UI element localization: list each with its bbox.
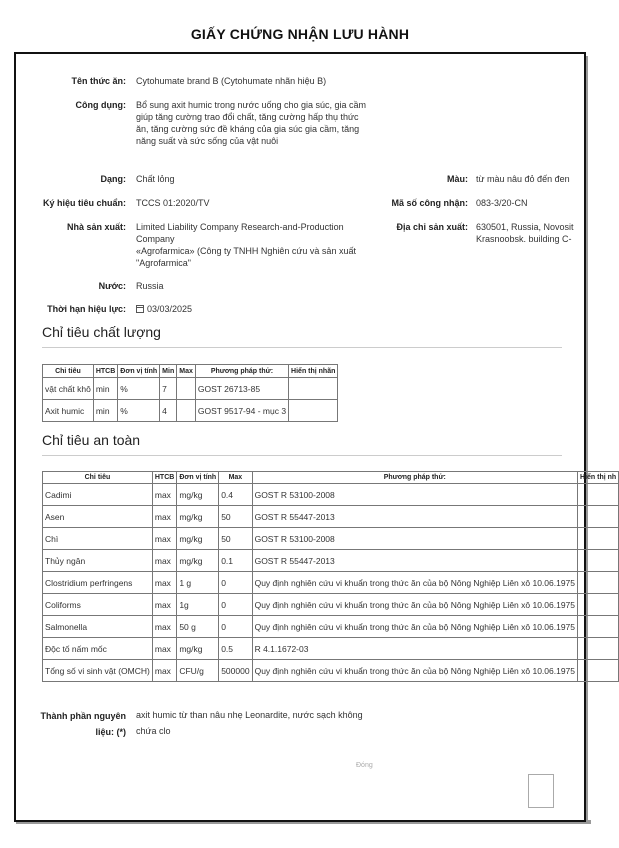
calendar-icon <box>136 305 144 313</box>
table-cell <box>177 400 196 422</box>
label-nuoc: Nước: <box>98 281 126 291</box>
quality-col-header: Phương pháp thử: <box>195 365 288 378</box>
close-button[interactable]: Đóng <box>356 762 373 769</box>
document-title: GIẤY CHỨNG NHẬN LƯU HÀNH <box>190 26 410 42</box>
safety-col-header: Hiển thị nh <box>578 472 619 484</box>
label-ten-thuc-an: Tên thức ăn: <box>71 76 126 86</box>
safety-header-row <box>43 472 619 484</box>
label-mau: Màu: <box>447 174 468 184</box>
quality-heading: Chỉ tiêu chất lượng <box>42 324 161 340</box>
table-cell: 7 <box>160 378 177 400</box>
table-row <box>43 572 619 594</box>
table-cell: mg/kg <box>177 528 219 550</box>
certificate-content <box>16 54 617 820</box>
quality-col-header: Hiển thị nhãn <box>289 365 338 378</box>
value-ma-so: 083-3/20-CN <box>476 198 528 208</box>
table-cell: mg/kg <box>177 506 219 528</box>
table-row <box>43 594 619 616</box>
table-row <box>43 616 619 638</box>
table-cell: GOST R 55447-2013 <box>252 506 577 528</box>
label-cong-dung: Công dụng: <box>75 100 126 110</box>
table-row <box>43 400 338 422</box>
table-cell: % <box>118 400 160 422</box>
table-cell: max <box>152 594 176 616</box>
certificate-frame <box>14 52 617 822</box>
quality-divider <box>42 347 562 348</box>
table-cell: Chì <box>43 528 153 550</box>
table-cell <box>578 616 619 638</box>
table-cell: max <box>152 550 176 572</box>
label-ma-so: Mã số công nhận: <box>391 198 468 208</box>
table-cell: GOST R 53100-2008 <box>252 528 577 550</box>
table-cell: Quy định nghiên cứu vi khuẩn trong thức ăn của bộ Nông Nghiệp Liên xô 10.06.1975 <box>252 616 577 638</box>
table-cell: max <box>152 660 176 682</box>
table-cell: Asen <box>43 506 153 528</box>
label-dang: Dạng: <box>100 174 126 184</box>
table-cell <box>578 550 619 572</box>
safety-table <box>42 471 619 682</box>
value-thoi-han <box>136 303 192 315</box>
quality-col-header: Min <box>160 365 177 378</box>
table-cell: max <box>152 638 176 660</box>
table-cell: GOST 9517-94 - mục 3 <box>195 400 288 422</box>
table-cell: Cadimi <box>43 484 153 506</box>
safety-col-header: Chỉ tiêu <box>43 472 153 484</box>
table-cell <box>578 660 619 682</box>
value-nuoc: Russia <box>136 281 164 291</box>
label-ky-hieu: Ký hiệu tiêu chuẩn: <box>42 198 126 208</box>
table-cell <box>177 378 196 400</box>
table-cell <box>578 528 619 550</box>
value-ky-hieu: TCCS 01:2020/TV <box>136 198 210 208</box>
table-row <box>43 506 619 528</box>
nha-sx-line: Limited Liability Company Research-and-Production Company <box>136 222 344 244</box>
safety-divider <box>42 455 562 456</box>
value-thanh-phan <box>136 707 363 739</box>
table-cell: Salmonella <box>43 616 153 638</box>
value-nha-san-xuat <box>136 221 376 269</box>
table-cell: min <box>93 400 117 422</box>
dia-chi-line: Krasnoobsk. building C- <box>476 234 572 244</box>
label-thanh-phan <box>16 708 126 740</box>
thanh-phan-label-line: Thành phần nguyên <box>40 711 126 721</box>
table-cell: mg/kg <box>177 550 219 572</box>
table-cell: R 4.1.1672-03 <box>252 638 577 660</box>
quality-col-header: Chỉ tiêu <box>43 365 94 378</box>
table-cell: 4 <box>160 400 177 422</box>
table-cell: 0.1 <box>219 550 252 572</box>
table-row <box>43 378 338 400</box>
table-cell <box>578 638 619 660</box>
table-cell: GOST 26713-85 <box>195 378 288 400</box>
safety-col-header: HTCB <box>152 472 176 484</box>
table-cell: 0.4 <box>219 484 252 506</box>
table-cell: GOST R 55447-2013 <box>252 550 577 572</box>
nha-sx-line: «Agrofarmica» (Công ty TNHH Nghiên cứu và sản xuất <box>136 246 356 256</box>
cong-dung-line: giúp tăng cường trao đổi chất, tăng cường hấp thụ thức <box>136 112 359 122</box>
dia-chi-line: 630501, Russia, Novosit <box>476 222 574 232</box>
table-cell: mg/kg <box>177 638 219 660</box>
value-mau: từ màu nâu đỏ đến đen <box>476 174 570 184</box>
table-cell: Axit humic <box>43 400 94 422</box>
cong-dung-line: Bổ sung axit humic trong nước uống cho gia súc, gia cầm <box>136 100 367 110</box>
quality-col-header: Max <box>177 365 196 378</box>
table-cell: 500000 <box>219 660 252 682</box>
table-cell: min <box>93 378 117 400</box>
table-cell: max <box>152 484 176 506</box>
nha-sx-line: "Agrofarmica" <box>136 258 191 268</box>
quality-header-row <box>43 365 338 378</box>
thoi-han-date: 03/03/2025 <box>147 304 193 314</box>
table-cell: Clostridium perfringens <box>43 572 153 594</box>
table-cell <box>578 572 619 594</box>
cong-dung-line: năng suất và sức sống của vật nuôi <box>136 136 279 146</box>
table-cell: Quy định nghiên cứu vi khuẩn trong thức ăn của bộ Nông Nghiệp Liên xô 10.06.1975 <box>252 594 577 616</box>
table-cell <box>289 378 338 400</box>
table-cell: mg/kg <box>177 484 219 506</box>
table-cell: 1g <box>177 594 219 616</box>
table-cell: max <box>152 572 176 594</box>
table-cell <box>578 484 619 506</box>
quality-col-header: Đơn vị tính <box>118 365 160 378</box>
quality-col-header: HTCB <box>93 365 117 378</box>
table-cell: GOST R 53100-2008 <box>252 484 577 506</box>
table-cell: Quy định nghiên cứu vi khuẩn trong thức ăn của bộ Nông Nghiệp Liên xô 10.06.1975 <box>252 572 577 594</box>
table-cell: 0.5 <box>219 638 252 660</box>
corner-box <box>528 774 554 808</box>
label-thoi-han: Thời hạn hiệu lực: <box>47 304 126 314</box>
table-cell: Tổng số vi sinh vật (OMCH) <box>43 660 153 682</box>
table-cell: max <box>152 528 176 550</box>
value-ten-thuc-an: Cytohumate brand B (Cytohumate nhãn hiệu B) <box>136 76 327 86</box>
table-row <box>43 484 619 506</box>
table-cell: Coliforms <box>43 594 153 616</box>
label-dia-chi: Địa chỉ sản xuất: <box>396 222 468 232</box>
table-cell: 50 g <box>177 616 219 638</box>
value-dia-chi <box>476 221 582 245</box>
safety-col-header: Đơn vị tính <box>177 472 219 484</box>
thanh-phan-label-line: liệu: (*) <box>95 727 126 737</box>
table-cell <box>578 594 619 616</box>
table-cell <box>578 506 619 528</box>
thanh-phan-line: axit humic từ than nâu nhẹ Leonardite, nước sạch không <box>136 710 363 720</box>
safety-col-header: Max <box>219 472 252 484</box>
safety-col-header: Phương pháp thử: <box>252 472 577 484</box>
safety-heading: Chỉ tiêu an toàn <box>42 432 141 448</box>
table-cell: Thủy ngân <box>43 550 153 572</box>
table-cell: 50 <box>219 528 252 550</box>
table-cell: max <box>152 616 176 638</box>
table-cell: Độc tố nấm mốc <box>43 638 153 660</box>
table-cell: 1 g <box>177 572 219 594</box>
thanh-phan-line: chứa clo <box>136 726 171 736</box>
table-cell: % <box>118 378 160 400</box>
cong-dung-line: ăn, tăng cường sức đề kháng của gia súc gia cầm, tăng <box>136 124 360 134</box>
value-dang: Chất lỏng <box>136 174 175 184</box>
table-row <box>43 638 619 660</box>
table-cell: 50 <box>219 506 252 528</box>
table-cell: 0 <box>219 572 252 594</box>
table-cell <box>289 400 338 422</box>
table-cell: CFU/g <box>177 660 219 682</box>
value-cong-dung <box>136 99 366 147</box>
table-row <box>43 660 619 682</box>
table-row <box>43 528 619 550</box>
label-nha-san-xuat: Nhà sản xuất: <box>66 222 126 232</box>
table-cell: Quy định nghiên cứu vi khuẩn trong thức ăn của bộ Nông Nghiệp Liên xô 10.06.1975 <box>252 660 577 682</box>
quality-table <box>42 364 338 422</box>
table-cell: max <box>152 506 176 528</box>
table-cell: 0 <box>219 594 252 616</box>
table-row <box>43 550 619 572</box>
table-cell: 0 <box>219 616 252 638</box>
table-cell: vật chất khô <box>43 378 94 400</box>
